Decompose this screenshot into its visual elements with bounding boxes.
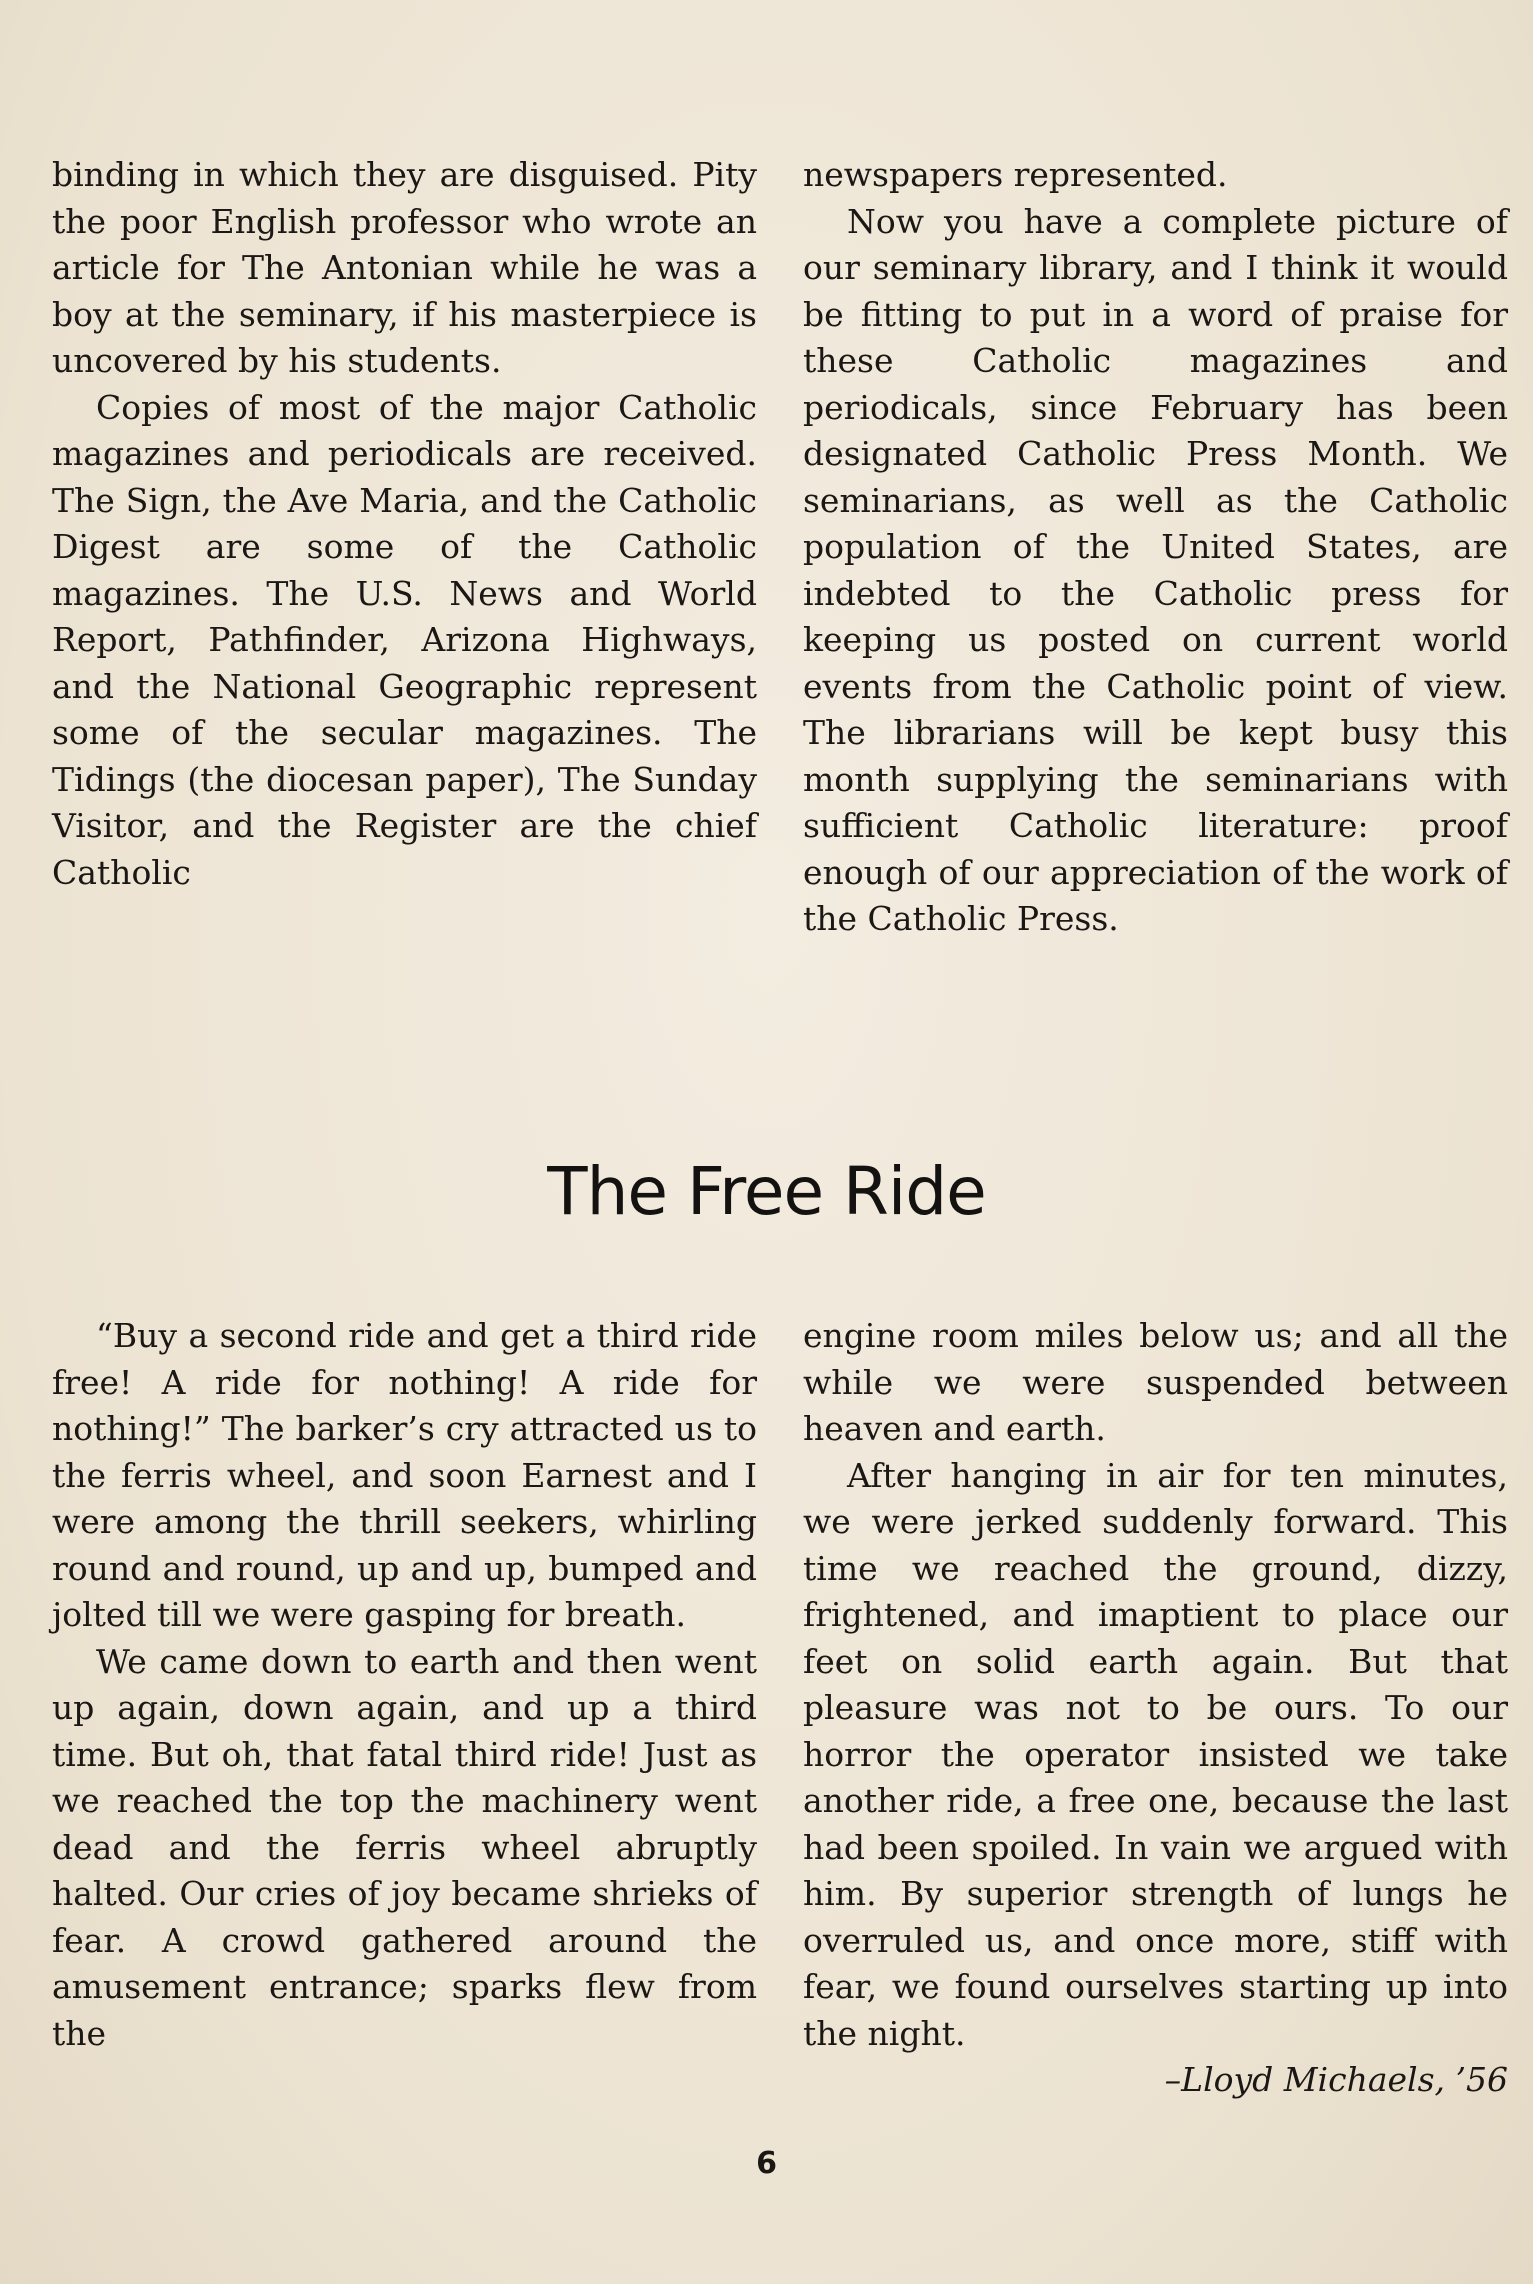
- story-title: The Free Ride: [547, 1153, 986, 1231]
- story-column-right: [803, 1313, 1508, 2104]
- paragraph: Copies of most of the major Catholic magazines and periodicals are received. The Sign, the Ave Maria, and the Catholic Digest are some of the Catholic magazines. The U.S. News and World Report, Pathfinder, Arizona Highways, and the National Geographic represent some of the secular magazines. The Tidings (the diocesan paper), The Sunday Visitor, and the Register are the chief Catholic: [52, 387, 757, 892]
- story-column-left: [52, 1313, 757, 2057]
- paragraph: binding in which they are disguised. Pity the poor English professor who wrote an article for The Antonian while he was a boy at the seminary, if his masterpiece is uncovered by his students.: [52, 155, 757, 380]
- paragraph: newspapers represented.: [803, 155, 1228, 194]
- author-signature: –Lloyd Michaels, ’56: [1164, 2060, 1508, 2099]
- paragraph: Now you have a complete picture of our seminary library, and I think it would be fitting to put in a word of praise for these Catholic magazines and periodicals, since February has been designated Catholic Press Month. We seminarians, as well as the Catholic population of the United States, are indebted to the Catholic press for keeping us posted on current world events from the Catholic point of view. The librarians will be kept busy this month supplying the seminarians with sufficient Catholic literature: proof enough of our appreciation of the work of the Catholic Press.: [803, 201, 1508, 938]
- paragraph: “Buy a second ride and get a third ride free! A ride for nothing! A ride for nothing!” The barker’s cry attracted us to the ferris wheel, and soon Earnest and I were among the thrill seekers, whirling round and round, up and up, bumped and jolted till we were gasping for breath.: [52, 1316, 757, 1634]
- article-column-left: [52, 152, 757, 896]
- paragraph: engine room miles below us; and all the while we were suspended between heaven and earth.: [803, 1316, 1508, 1448]
- article-column-right: [803, 152, 1508, 943]
- page-number: 6: [756, 2146, 777, 2181]
- paragraph: After hanging in air for ten minutes, we were jerked suddenly forward. This time we reached the ground, dizzy, frightened, and imaptient to place our feet on solid earth again. But that pleasure was not to be ours. To our horror the operator insisted we take another ride, a free one, because the last had been spoiled. In vain we argued with him. By superior strength of lungs he overruled us, and once more, stiff with fear, we found ourselves starting up into the night.: [803, 1455, 1508, 2053]
- paragraph: We came down to earth and then went up again, down again, and up a third time. But oh, that fatal third ride! Just as we reached the top the machinery went dead and the ferris wheel abruptly halted. Our cries of joy became shrieks of fear. A crowd gathered around the amusement entrance; sparks flew from the: [52, 1641, 757, 2053]
